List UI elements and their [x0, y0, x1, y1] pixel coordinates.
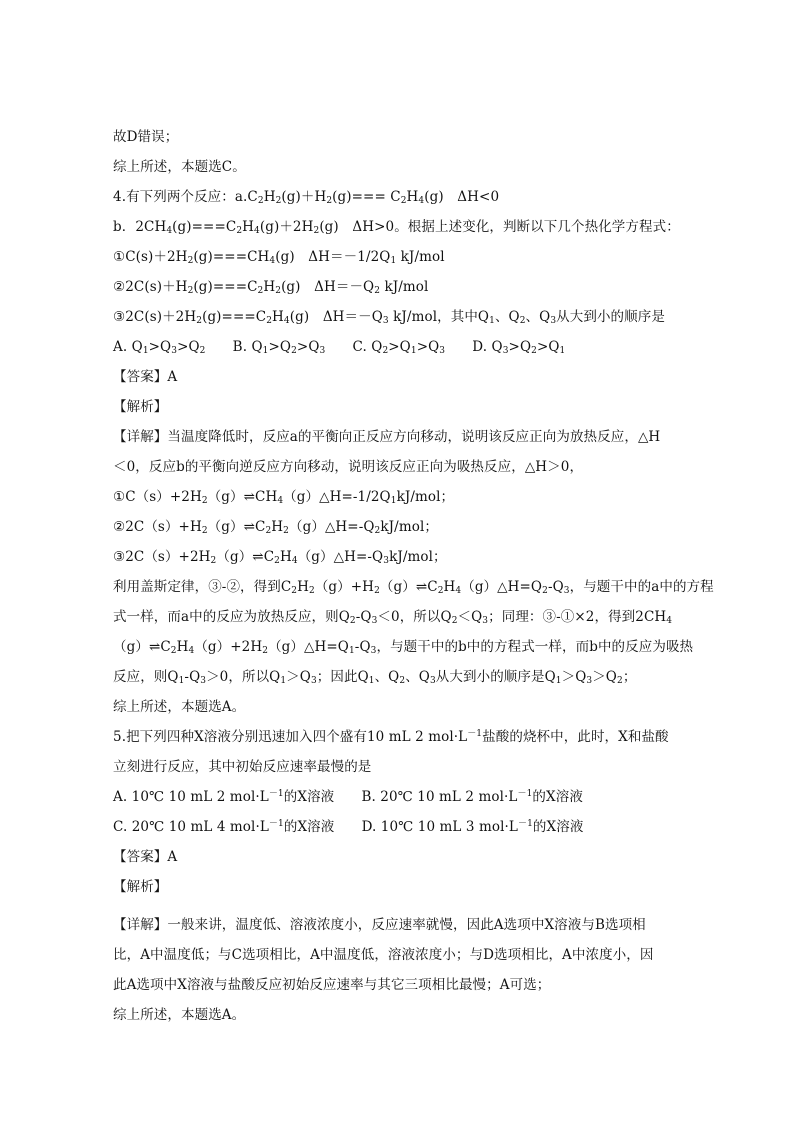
- explanation-line: ＜0，反应b的平衡向逆反应方向移动，说明该反应正向为吸热反应，△H＞0，: [113, 459, 584, 475]
- text-line: 综上所述，本题选A。: [113, 1007, 246, 1023]
- analysis-label: 【解析】: [113, 879, 168, 895]
- text-line: 故D错误；: [113, 129, 179, 145]
- equation-line: $③2C(s)+2H_2(g)\rightleftharpoons C_2H_4(g)\triangle H=-Q_3kJ$/mol；: [113, 549, 447, 566]
- text-line: 综上所述，本题选C。: [113, 159, 246, 175]
- equation-line: $②2C(s)+H_2(g)\rightleftharpoons C_2H_2(g)\triangle H=-Q_2kJ$/mol；: [113, 519, 438, 536]
- explanation-line: 【详解】一般来讲，温度低、溶液浓度小，反应速率就慢，因此A选项中X溶液与B选项相: [113, 917, 646, 933]
- text-line: 综上所述，本题选A。: [113, 699, 246, 715]
- analysis-label: 【解析】: [113, 399, 168, 415]
- question-4-stem: 4.有下列两个反应：$a.C_2H_2(g)+H_2(g)=== C_2H_4(g)$ ΔH<0: [113, 189, 500, 206]
- equation-line: $③2C(s)+2H_2(g)===C_2H_4(g)$ $\Delta H=-Q_3$ kJ/mol，其中$Q_1$、$Q_2$、$Q_3$从大到小的顺序是: [113, 309, 665, 326]
- answer-label: 【答案】A: [113, 849, 178, 865]
- options-line: C. 20℃ 10 mL 4 $mol\cdot L^{-1}$的X溶液 D. 10℃ 10 mL 3 $mol\cdot L^{-1}$的X溶液: [113, 819, 584, 835]
- question-5-stem: 5.把下列四种X溶液分别迅速加入四个盛有10 mL 2 $mol\cdot L^{-1}$盐酸的烧杯中，此时，X和盐酸: [113, 729, 669, 745]
- options-line: A. 10℃ 10 mL 2 $mol\cdot L^{-1}$的X溶液 B. 20℃ 10 mL 2 $mol\cdot L^{-1}$的X溶液: [113, 789, 583, 805]
- explanation-line: 比，A中温度低；与C选项相比，A中温度低，溶液浓度小；与D选项相比，A中浓度小，因: [113, 947, 654, 963]
- equation-line: $①C(s)+2H_2(g)===CH_4(g)$ $\Delta H=-1/2Q_1$ kJ/mol: [113, 249, 445, 266]
- options-line: A. $Q_1>Q_3>Q_2$ B. $Q_1>Q_2>Q_3$ C. $Q_2>Q_1>Q_3$ D. $Q_3>Q_2>Q_1$: [113, 339, 566, 356]
- explanation-line: 反应，则$Q_1-Q_3>0$，所以$Q_1>Q_3$；因此$Q_1$、$Q_2$、$Q_3$从大到小的顺序是$Q_1>Q_3>Q_2$；: [113, 669, 637, 686]
- equation-line: $①C(s)+2H_2(g)\rightleftharpoons CH_4(g)\triangle H=-1/2Q_1kJ$/mol；: [113, 489, 455, 506]
- equation-line: $②2C(s)+H_2(g)===C_2H_2(g)$ $\Delta H=-Q_2$ kJ/mol: [113, 279, 429, 296]
- answer-label: 【答案】A: [113, 369, 178, 385]
- explanation-line: 【详解】当温度降低时，反应a的平衡向正反应方向移动，说明该反应正向为放热反应，△H: [113, 429, 661, 445]
- explanation-line: 式一样，而a中的反应为放热反应，则$Q_2-Q_3<0$，所以$Q_2<Q_3$；同理：③-①×2，得到$2CH_4$: [113, 609, 673, 626]
- explanation-line: $(g)\rightleftharpoons C_2H_4(g)+2H_2(g)\triangle H=Q_1-Q_3$，与题干中的b中的方程式一样，而b中的反应为吸热: [113, 639, 694, 656]
- text-line: b．$2CH_4(g)===C_2H_4(g)+2H_2(g)$ ΔH>0。根据上述变化，判断以下几个热化学方程式：: [113, 219, 680, 236]
- text-line: 立刻进行反应，其中初始反应速率最慢的是: [113, 759, 372, 775]
- explanation-line: 利用盖斯定律，③-②，得到$C_2H_2(g)+H_2(g)\rightleftharpoons C_2H_4(g)\triangle H=Q_2-Q_3$，与题干中的a中的方程: [113, 579, 714, 596]
- explanation-line: 此A选项中X溶液与盐酸反应初始反应速率与其它三项相比最慢；A可选；: [113, 977, 551, 993]
